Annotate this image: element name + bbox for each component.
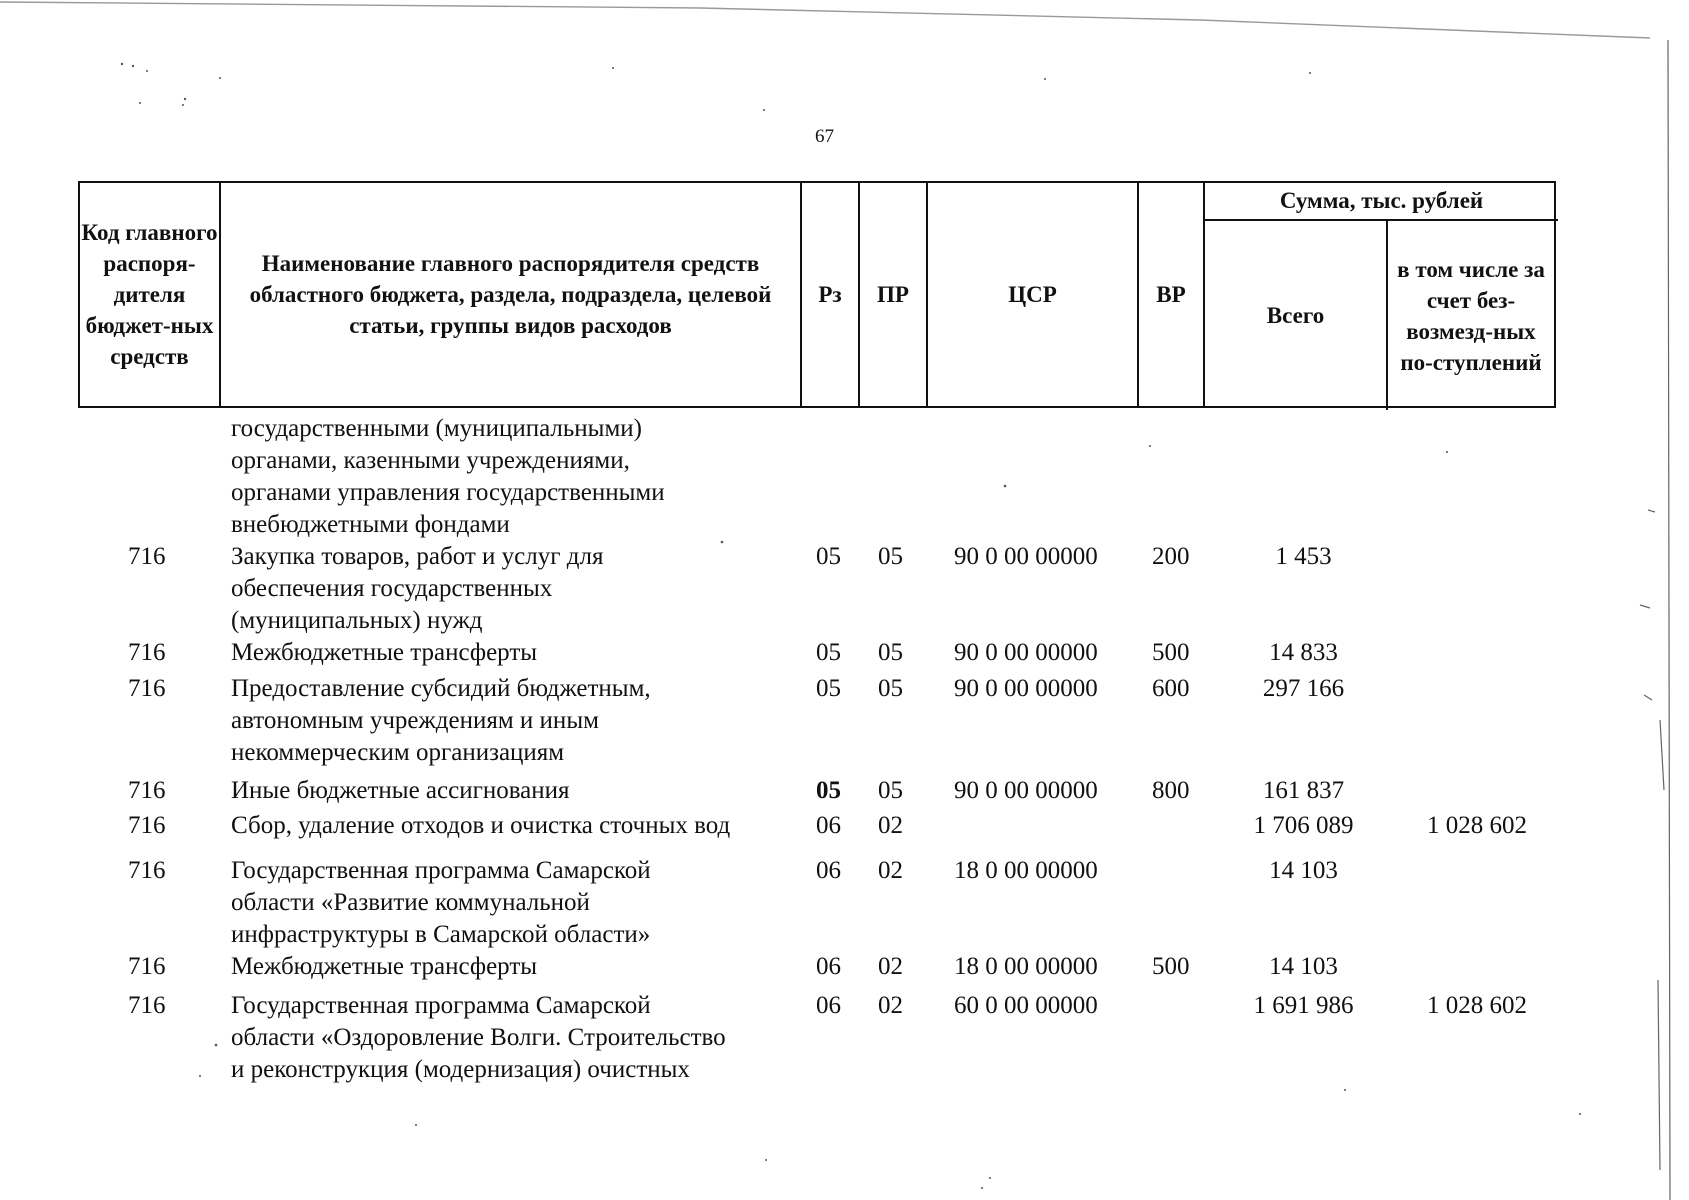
continuation-line: органами управления государственными	[231, 479, 665, 506]
row-vr: 500	[1152, 639, 1190, 666]
row-free: 1 028 602	[1427, 992, 1527, 1019]
row-name-line: инфраструктуры в Самарской области»	[231, 921, 651, 948]
row-vr: 600	[1152, 675, 1190, 702]
row-rz: 06	[816, 812, 841, 839]
row-name-line: некоммерческим организациям	[231, 739, 565, 766]
row-rz: 06	[816, 992, 841, 1019]
row-rz: 06	[816, 953, 841, 980]
row-name-line: Межбюджетные трансферты	[231, 639, 538, 666]
row-csr: 18 0 00 00000	[954, 857, 1098, 884]
row-name-line: автономным учреждениям и иным	[231, 707, 599, 734]
row-total: 14 103	[1269, 953, 1338, 980]
header-code: Код главного распоря-дителя бюджет-ных средств	[80, 183, 221, 406]
row-total: 14 833	[1269, 639, 1338, 666]
page-number: 67	[815, 126, 834, 147]
row-total: 14 103	[1269, 857, 1338, 884]
row-csr: 90 0 00 00000	[954, 777, 1098, 804]
row-pr: 02	[878, 857, 903, 884]
row-name-line: (муниципальных) нужд	[231, 607, 483, 634]
row-total: 1 691 986	[1253, 992, 1354, 1019]
row-csr: 90 0 00 00000	[954, 675, 1098, 702]
row-csr: 60 0 00 00000	[954, 992, 1098, 1019]
row-total: 161 837	[1262, 777, 1345, 804]
row-name-line: Государственная программа Самарской	[231, 857, 651, 884]
row-name-line: Предоставление субсидий бюджетным,	[231, 675, 651, 702]
row-code: 716	[128, 992, 166, 1019]
row-vr: 500	[1152, 953, 1190, 980]
row-code: 716	[128, 812, 166, 839]
header-vr: ВР	[1139, 183, 1205, 406]
row-pr: 02	[878, 812, 903, 839]
row-pr: 05	[878, 543, 903, 570]
row-pr: 05	[878, 675, 903, 702]
row-rz: 06	[816, 857, 841, 884]
header-csr: ЦСР	[928, 183, 1139, 406]
header-rz: Рз	[802, 183, 860, 406]
row-pr: 02	[878, 953, 903, 980]
header-free: в том числе за счет без-возмезд-ных по-ступлений	[1397, 256, 1545, 375]
row-name-line: и реконструкция (модернизация) очистных	[231, 1056, 690, 1083]
row-name-line: Сбор, удаление отходов и очистка сточных вод	[231, 812, 731, 839]
row-csr: 90 0 00 00000	[954, 543, 1098, 570]
continuation-line: органами, казенными учреждениями,	[231, 447, 630, 474]
row-code: 716	[128, 639, 166, 666]
row-rz: 05	[816, 675, 841, 702]
row-name-line: области «Оздоровление Волги. Строительство	[231, 1024, 726, 1051]
row-name-line: Закупка товаров, работ и услуг для	[231, 543, 604, 570]
row-code: 716	[128, 857, 166, 884]
row-name-line: области «Развитие коммунальной	[231, 889, 590, 916]
row-vr: 200	[1152, 543, 1190, 570]
row-code: 716	[128, 675, 166, 702]
row-rz: 05	[816, 543, 841, 570]
header-total: Всего	[1205, 221, 1388, 410]
row-pr: 05	[878, 777, 903, 804]
row-vr: 800	[1152, 777, 1190, 804]
row-name-line: Иные бюджетные ассигнования	[231, 777, 570, 804]
continuation-line: государственными (муниципальными)	[231, 415, 642, 442]
header-summa: Сумма, тыс. рублей	[1205, 183, 1558, 221]
row-name-line: Государственная программа Самарской	[231, 992, 651, 1019]
row-code: 716	[128, 777, 166, 804]
row-name-line: обеспечения государственных	[231, 575, 553, 602]
header-pr: ПР	[860, 183, 928, 406]
header-name: Наименование главного распорядителя средств областного бюджета, раздела, подраздела, целевой статьи, группы видов расходов	[221, 183, 802, 406]
row-total: 1 453	[1275, 543, 1332, 570]
row-total: 1 706 089	[1253, 812, 1354, 839]
row-pr: 02	[878, 992, 903, 1019]
row-name-line: Межбюджетные трансферты	[231, 953, 538, 980]
row-rz: 05	[816, 639, 841, 666]
row-rz: 05	[816, 777, 841, 804]
row-csr: 18 0 00 00000	[954, 953, 1098, 980]
row-code: 716	[128, 543, 166, 570]
continuation-line: внебюджетными фондами	[231, 511, 510, 538]
row-csr: 90 0 00 00000	[954, 639, 1098, 666]
row-total: 297 166	[1262, 675, 1345, 702]
row-pr: 05	[878, 639, 903, 666]
row-free: 1 028 602	[1427, 812, 1527, 839]
row-code: 716	[128, 953, 166, 980]
